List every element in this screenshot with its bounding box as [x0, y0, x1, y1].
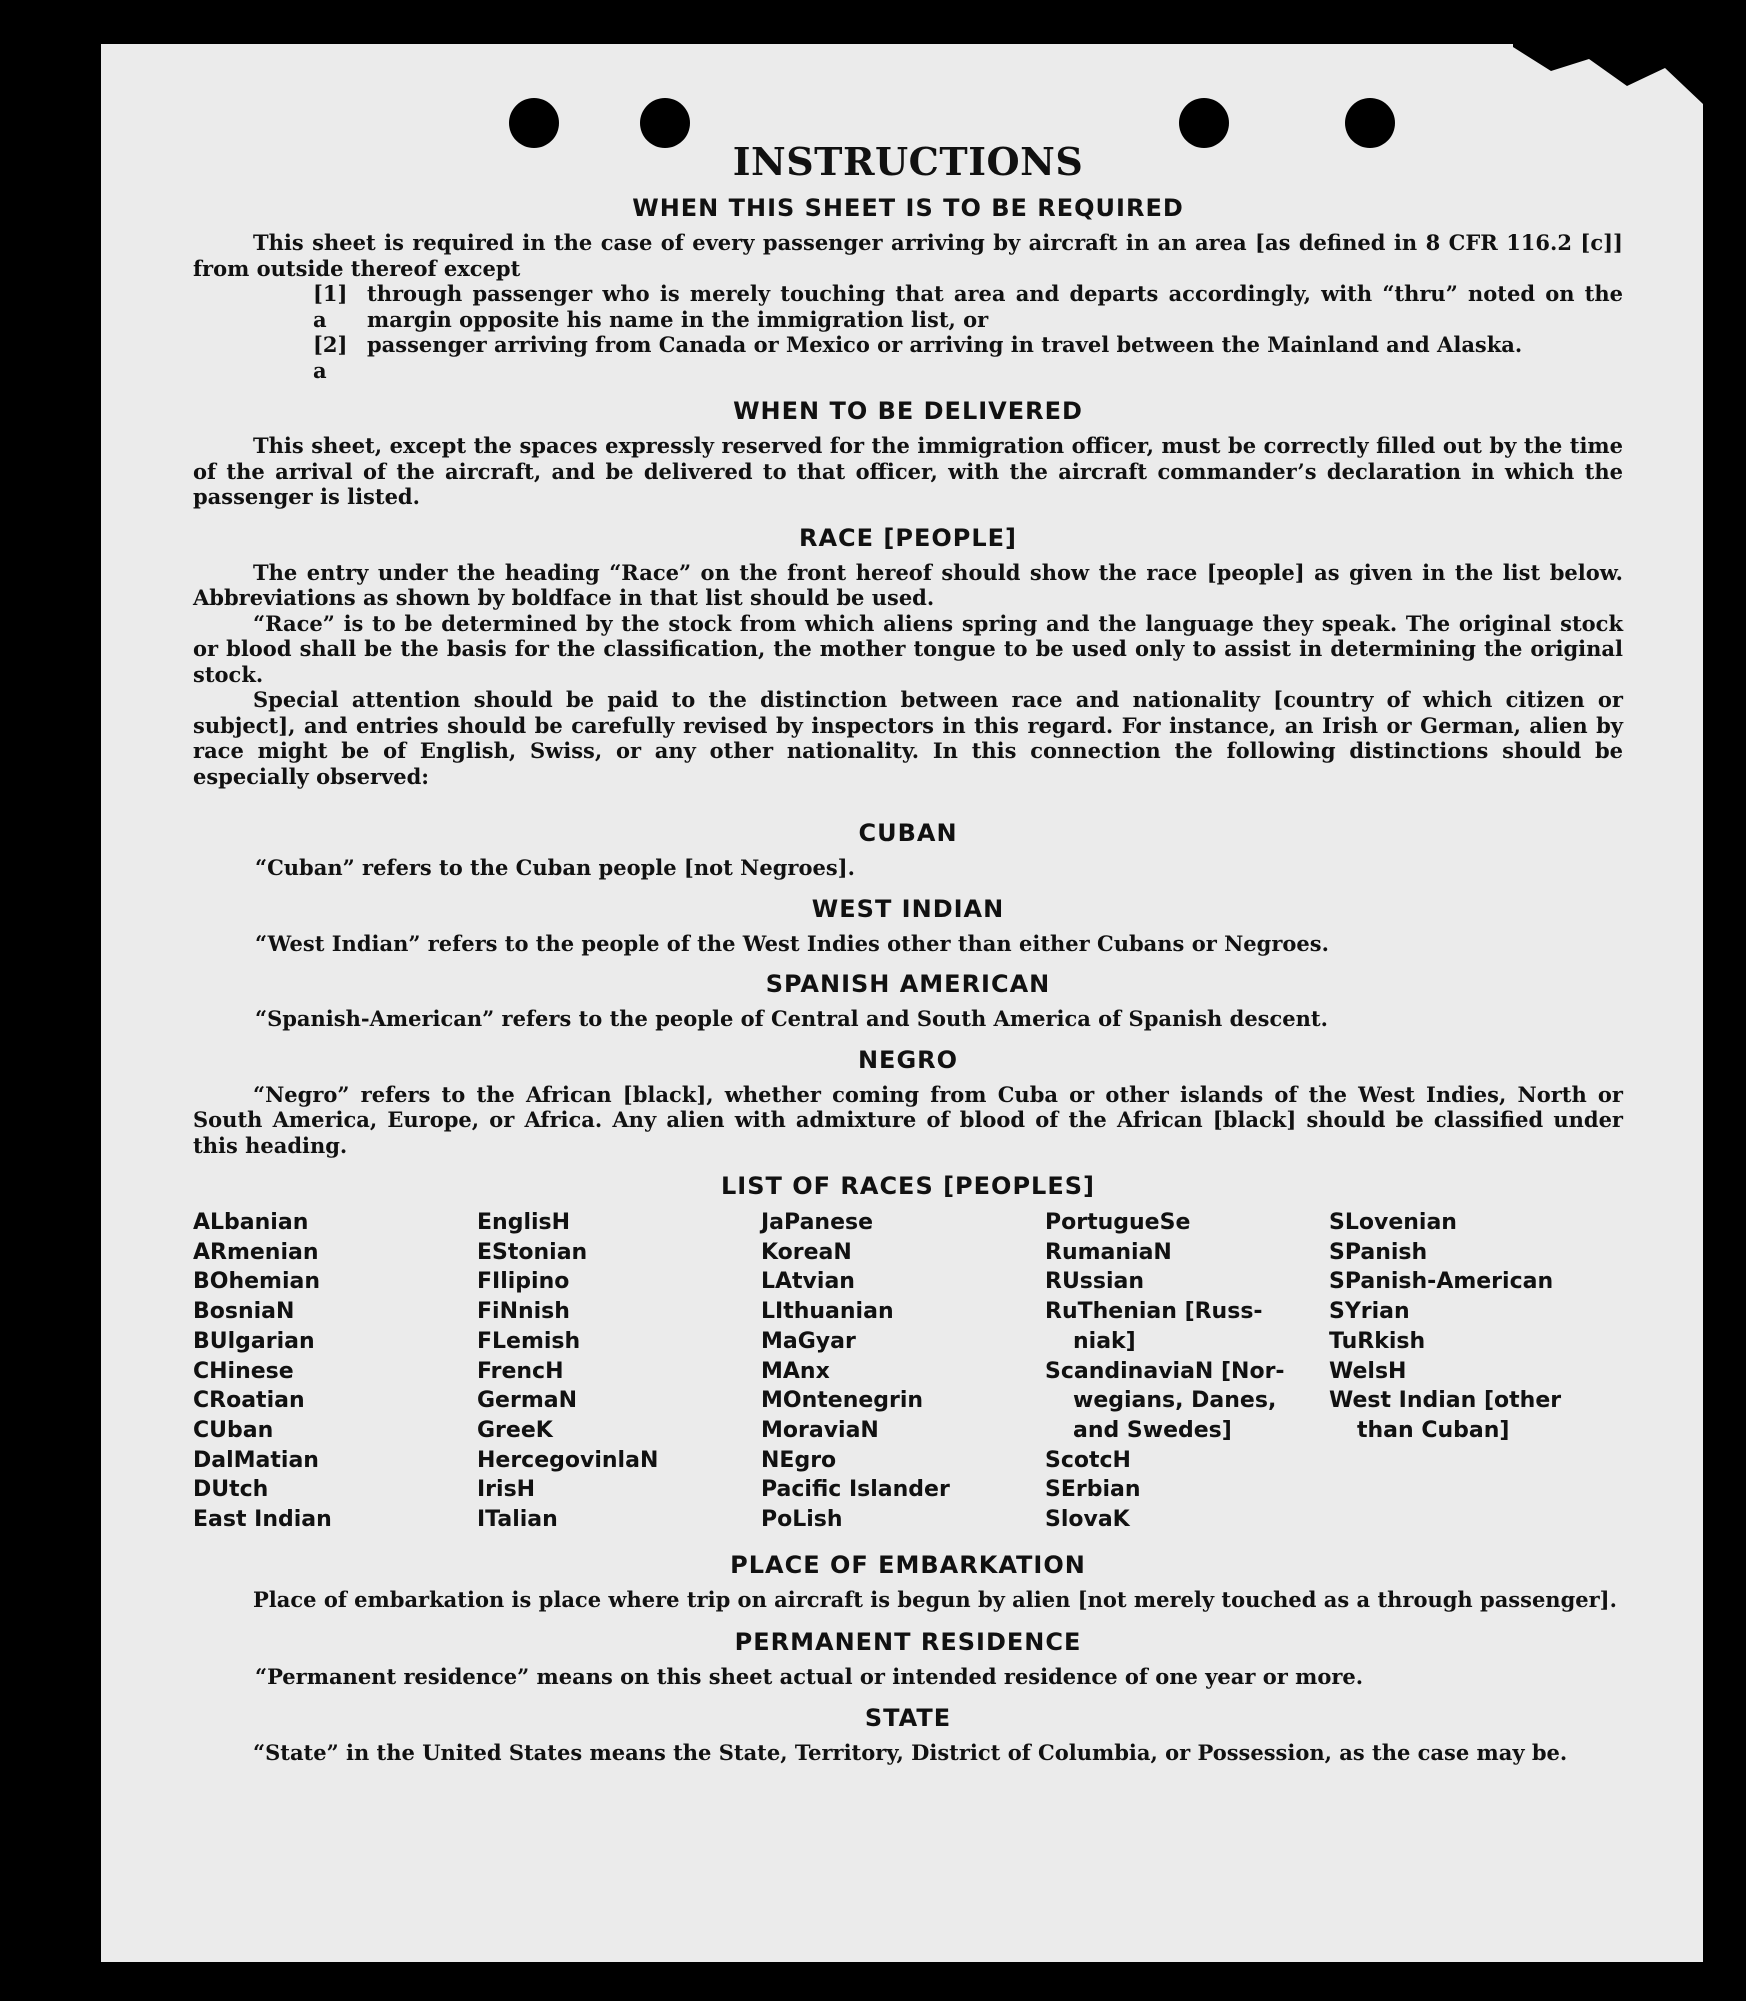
race-entry: LAtvian — [761, 1269, 855, 1295]
race-paragraph: Special attention should be paid to the distinction between race and nationality [country of which citizen or subject], and entries should be carefully revised by inspectors in this regard. For instance, an Irish or German, alien by race might be of English, Swiss, or any other nationality. In this connection the following distinctions should be especially observed: — [193, 687, 1623, 789]
race-entry: than Cuban] — [1357, 1417, 1510, 1443]
exception-number: [1] a — [313, 281, 348, 332]
race-entry: MoraviaN — [761, 1417, 879, 1443]
heading-races: LIST OF RACES [PEOPLES] — [721, 1172, 1095, 1200]
race-entry: KoreaN — [761, 1239, 852, 1265]
exception-text: through passenger who is merely touching that area and departs accordingly, with “thru” noted on the margin opposite his name in the immigration list, or — [367, 281, 1623, 332]
race-entry: FIlipino — [477, 1269, 570, 1295]
race-entry: JaPanese — [761, 1210, 874, 1235]
race-paragraph: “Race” is to be determined by the stock from which aliens spring and the language they speak. The original stock or blood shall be the basis for the classification, the mother tongue to be used only to assist in determining the original stock. — [193, 610, 1623, 687]
heading-delivered: WHEN TO BE DELIVERED — [733, 397, 1083, 425]
race-entry: ALbanian — [193, 1210, 309, 1235]
race-entry: EnglisH — [477, 1210, 571, 1235]
race-entry: East Indian — [193, 1507, 332, 1533]
race-entry: RumaniaN — [1045, 1239, 1172, 1265]
race-entry: MaGyar — [761, 1328, 856, 1354]
race-entry: SErbian — [1045, 1477, 1141, 1503]
race-entry: HercegovinlaN — [477, 1447, 659, 1473]
race-entry: CHinese — [193, 1358, 294, 1384]
race-entry: PortugueSe — [1045, 1210, 1191, 1235]
race-entry: ARmenian — [193, 1239, 319, 1265]
race-entry: NEgro — [761, 1447, 837, 1473]
race-entry: SlovaK — [1045, 1507, 1130, 1533]
delivered-text: This sheet, except the spaces expressly reserved for the immigration officer, must be correctly filled out by the time of the arrival of the aircraft, and be delivered to that officer, with the aircraft commander’s declaration in which the passenger is listed. — [193, 433, 1623, 509]
race-entry: GreeK — [477, 1417, 553, 1443]
race-entry: West Indian [other — [1329, 1388, 1562, 1414]
race-entry: MAnx — [761, 1358, 830, 1384]
race-column — [761, 1208, 1045, 1535]
torn-corner — [1513, 44, 1703, 104]
race-entry: WelsH — [1329, 1358, 1407, 1384]
race-entry: SYrian — [1329, 1299, 1410, 1325]
race-column — [1329, 1208, 1613, 1535]
race-entry: SLovenian — [1329, 1210, 1457, 1235]
heading-spanish-american: SPANISH AMERICAN — [765, 970, 1051, 998]
race-entry: DalMatian — [193, 1447, 319, 1473]
race-entry: TuRkish — [1329, 1328, 1426, 1354]
state-text: “State” in the United States means the State, Territory, District of Columbia, or Possession, as the case may be. — [253, 1739, 1568, 1765]
race-entry: BOhemian — [193, 1269, 321, 1295]
heading-race: RACE [PEOPLE] — [798, 523, 1018, 552]
race-entry: RuThenian [Russ- — [1045, 1299, 1263, 1325]
heading-negro: NEGRO — [857, 1045, 959, 1074]
embarkation-text: Place of embarkation is place where trip on aircraft is begun by alien [not merely touched as a through passenger]. — [253, 1586, 1617, 1612]
heading-required: WHEN THIS SHEET IS TO BE REQUIRED — [632, 194, 1184, 222]
race-entry: FLemish — [477, 1328, 581, 1354]
negro-text: “Negro” refers to the African [black], whether coming from Cuba or other islands of the West Indies, North or South America, Europe, or Africa. Any alien with admixture of blood of the African [black] should be classified under this heading. — [193, 1081, 1623, 1158]
race-entry: ITalian — [477, 1507, 558, 1533]
race-entry: CRoatian — [193, 1388, 305, 1414]
heading-west-indian: WEST INDIAN — [811, 894, 1005, 923]
race-column — [193, 1208, 477, 1535]
race-column — [477, 1208, 761, 1535]
race-entry: Pacific Islander — [761, 1477, 950, 1503]
race-entry: SPanish — [1329, 1239, 1428, 1265]
race-entry: DUtch — [193, 1477, 269, 1503]
race-column — [1045, 1208, 1329, 1535]
race-entry: LIthuanian — [761, 1299, 894, 1325]
race-entry: PoLish — [761, 1507, 843, 1533]
cuban-text: “Cuban” refers to the Cuban people [not Negroes]. — [255, 855, 855, 880]
race-entry: and Swedes] — [1073, 1417, 1232, 1443]
race-entry: EStonian — [477, 1239, 588, 1265]
race-entry: IrisH — [477, 1477, 536, 1503]
spanish-american-text: “Spanish-American” refers to the people of Central and South America of Spanish descent. — [255, 1006, 1328, 1031]
race-entry: SPanish-American — [1329, 1269, 1554, 1295]
heading-state: STATE — [864, 1703, 952, 1732]
exception-item — [313, 332, 1623, 383]
race-entry: FrencH — [477, 1358, 564, 1384]
race-entry: GermaN — [477, 1388, 578, 1414]
heading-embarkation: PLACE OF EMBARKATION — [730, 1550, 1086, 1579]
race-entry: BosniaN — [193, 1299, 295, 1325]
instructions-content — [193, 139, 1623, 1765]
race-entry: CUban — [193, 1417, 274, 1443]
race-list — [193, 1208, 1623, 1535]
heading-cuban: CUBAN — [858, 819, 958, 847]
race-entry: ScotcH — [1045, 1447, 1131, 1473]
race-entry: MOntenegrin — [761, 1388, 924, 1414]
race-entry: ScandinaviaN [Nor- — [1045, 1358, 1285, 1384]
exception-text: passenger arriving from Canada or Mexico or arriving in travel between the Mainland and Alaska. — [367, 332, 1523, 357]
required-intro: This sheet is required in the case of every passenger arriving by aircraft in an area [as defined in 8 CFR 116.2 [c]] from outside thereof except — [193, 230, 1623, 281]
race-entry: BUlgarian — [193, 1328, 315, 1354]
west-indian-text: “West Indian” refers to the people of the West Indies other than either Cubans or Negroes. — [255, 930, 1329, 956]
race-paragraph: The entry under the heading “Race” on the front hereof should show the race [people] as given in the list below. Abbreviations as shown by boldface in that list should be used. — [193, 559, 1623, 610]
race-entry: wegians, Danes, — [1073, 1388, 1277, 1414]
race-entry: FiNnish — [477, 1299, 570, 1325]
document-sheet — [101, 44, 1703, 1962]
exception-item — [313, 281, 1623, 332]
race-entry: RUssian — [1045, 1269, 1145, 1295]
race-entry: niak] — [1073, 1328, 1136, 1354]
exception-number: [2] a — [313, 332, 348, 383]
page-title: INSTRUCTIONS — [732, 139, 1084, 184]
residence-text: “Permanent residence” means on this sheet actual or intended residence of one year or more. — [255, 1664, 1364, 1690]
heading-residence: PERMANENT RESIDENCE — [734, 1628, 1082, 1657]
